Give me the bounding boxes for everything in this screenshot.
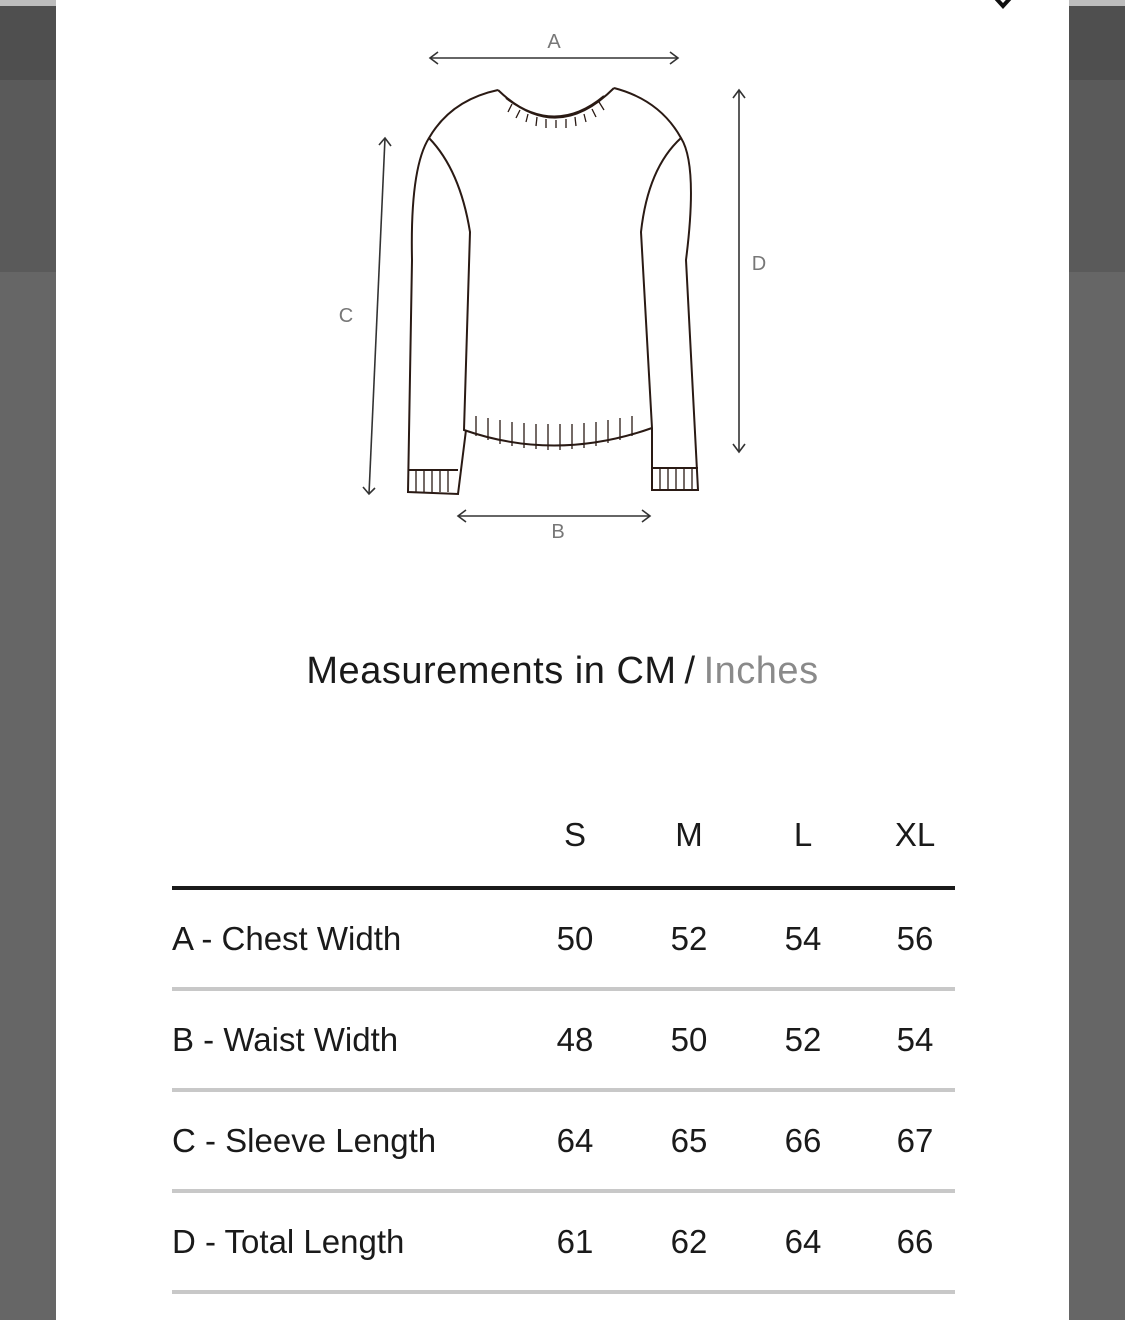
table-cell: 61 — [556, 1223, 594, 1260]
row-label: D - Total Length — [172, 1223, 405, 1260]
size-guide-modal — [56, 0, 1069, 1320]
table-cell: 54 — [896, 1021, 934, 1058]
backdrop-left[interactable] — [0, 0, 56, 272]
size-header-s: S — [563, 816, 586, 853]
table-cell: 52 — [670, 920, 708, 957]
table-row — [172, 1092, 955, 1193]
row-label: B - Waist Width — [172, 1021, 399, 1058]
size-table — [172, 800, 955, 1294]
unit-toggle-inches[interactable]: Inches — [703, 650, 819, 692]
row-label: A - Chest Width — [172, 920, 402, 957]
table-cell: 56 — [896, 920, 934, 957]
table-cell: 67 — [896, 1122, 934, 1159]
table-row — [172, 991, 955, 1092]
unit-toggle-cm[interactable]: CM — [616, 650, 677, 692]
table-cell: 50 — [670, 1021, 708, 1058]
unit-separator: / — [684, 650, 696, 692]
table-cell: 54 — [784, 920, 822, 957]
table-cell: 48 — [556, 1021, 594, 1058]
sweater-outline — [408, 88, 698, 494]
size-header-xl: XL — [894, 816, 936, 853]
table-cell: 62 — [670, 1223, 708, 1260]
table-cell: 65 — [670, 1122, 708, 1159]
measurements-title — [56, 650, 1069, 693]
table-row — [172, 890, 955, 991]
sleeve-length-arrow — [369, 138, 385, 494]
label-b: B — [551, 521, 565, 543]
table-cell: 52 — [784, 1021, 822, 1058]
backdrop-right[interactable] — [1069, 0, 1125, 272]
label-c: C — [338, 305, 354, 327]
table-cell: 64 — [556, 1122, 594, 1159]
table-header — [172, 800, 955, 890]
size-header-l: L — [793, 816, 813, 853]
label-a: A — [547, 31, 561, 53]
backdrop-band — [0, 0, 56, 80]
label-d: D — [751, 253, 767, 275]
table-cell: 66 — [784, 1122, 822, 1159]
table-cell: 66 — [896, 1223, 934, 1260]
table-row — [172, 1193, 955, 1294]
sweater-diagram — [56, 0, 1069, 580]
table-cell: 50 — [556, 920, 594, 957]
table-cell: 64 — [784, 1223, 822, 1260]
backdrop-band — [1069, 0, 1125, 80]
size-header-m: M — [675, 816, 703, 853]
title-prefix: Measurements in — [306, 650, 606, 692]
row-label: C - Sleeve Length — [172, 1122, 437, 1159]
